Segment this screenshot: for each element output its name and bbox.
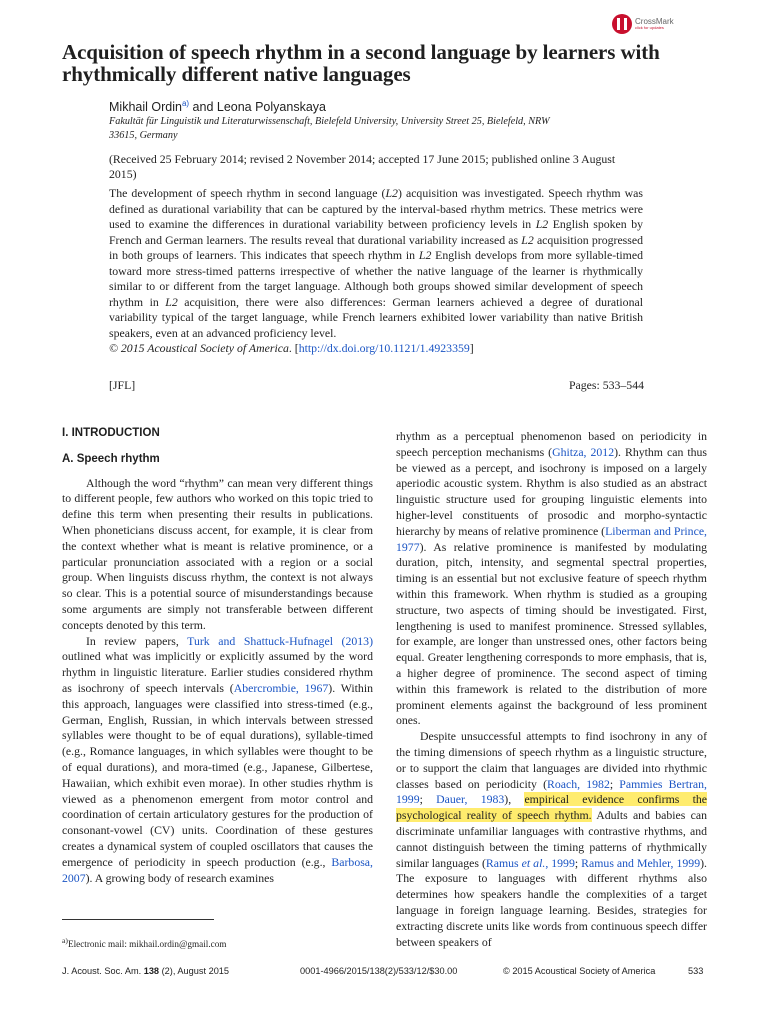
left-column — [62, 426, 373, 886]
authors — [109, 99, 326, 114]
paragraph: rhythm as a perceptual phenomenon based on periodicity in speech perception mechanisms (Ghitza, 2012). Rhythm can thus be viewed as a percept, and isochrony is imposed on a largely aperiodic acoustic system. Rhythm is also studied as an abstract linguistic structure used for grouping linguistic elements into higher-level constituents of prosodic and morpho-syntactic hierarchy by means of relative prominence (Liberman and Prince, 1977). As relative prominence is manifested by modulating duration, pitch, intensity, and segmental spectral properties, timing is an essential but not exclusive feature of speech rhythm within this framework. When rhythm is studied as a grouping structure, two aspects of timing should be investigated. First, lengthening is used to manifest prominence. Stressed syllables, for example, are longer than unstressed ones, other factors being equal. Greater lengthening corresponds to more emphasis, that is, a higher degree of prominence. The second aspect of timing within this framework is related to the distribution of more prominent elements against the background of less prominent ones. — [396, 429, 708, 728]
page-number: 533 — [688, 966, 704, 976]
doi-link[interactable]: http://dx.doi.org/10.1121/1.4923359 — [298, 341, 470, 356]
citation-link[interactable]: Pammies Bertran, 1999 — [396, 776, 707, 807]
paragraph: Despite unsuccessful attempts to find isochrony in any of the timing dimensions of speech rhythm as a linguistic structure, or to support the claim that languages are divided into rhythmic classes based on periodicity (Roach, 1982; Pammies Bertran, 1999; Dauer, 1983), empirical evidence confirms the psychological reality of speech rhythm. Adults and babies can discriminate unfamiliar languages with contrastive rhythms, and cannot distinguish between the timing patterns of rhythmically similar languages (Ramus et al., 1999; Ramus and Mehler, 1999). The exposure to languages with different rhythms also determines how speakers handle the complexities of a target language in foreign language learning. Besides, strategies for extracting discrete units like words from continuous speech differ between speakers of — [396, 729, 708, 949]
copyright-line: © 2015 Acoustical Society of America. [http://dx.doi.org/10.1121/1.4923359] — [109, 341, 474, 356]
crossmark-title: CrossMark — [635, 17, 674, 26]
crossmark-icon — [612, 14, 632, 34]
subsection-heading: A. Speech rhythm — [62, 452, 160, 465]
citation-link[interactable]: Roach, 1982 — [547, 776, 610, 791]
paragraph: In review papers, Turk and Shattuck-Hufnagel (2013) outlined what was implicitly or explicitly assumed by the word rhythm in linguistic literature. Earlier studies considered rhythm as isochrony of speech intervals (Abercrombie, 1967). Within this approach, languages were classified into stress-timed (e.g., German, English, Russian, in which intervals between stressed syllables were thought to be of equal durations), syllable-timed (e.g., Romance languages, in which syllables were thought to be of equal durations), and mora-timed (e.g., Japanese, Gilbertese, Hawaiian, which exhibit even morae). In other studies rhythm is viewed as a phenomenon emergent from motor control and coordination of certain articulatory gestures for the production of consonant-vowel (CV) units. Coordination of these gestures creates a dynamical system of coupled oscillators that causes the emergence of periodicity in speech production (e.g., Barbosa, 2007). A growing body of research examines — [62, 633, 373, 885]
footnote: $^{a)}$Electronic mail: mikhail.ordin@gmail.com — [62, 936, 227, 950]
crossmark-subtitle: click for updates — [635, 25, 664, 30]
footer-journal: J. Acoust. Soc. Am. 138 (2), August 2015 — [62, 966, 230, 976]
received-dates: (Received 25 February 2014; revised 2 November 2014; accepted 17 June 2015; published online 3 August 2015) — [109, 152, 616, 181]
citation-link[interactable]: Dauer, 1983 — [436, 792, 505, 807]
author-2: and Leona Polyanskaya — [189, 100, 326, 115]
article-title: Acquisition of speech rhythm in a second language by learners with rhythmically different native languages — [62, 40, 660, 86]
author-1: Mikhail Ordin — [109, 100, 182, 115]
crossmark-badge[interactable] — [612, 12, 674, 36]
citation-link[interactable]: Abercrombie, 1967 — [233, 680, 329, 695]
page-range: Pages: 533–544 — [568, 378, 644, 392]
footer-code: 0001-4966/2015/138(2)/533/12/$30.00 — [300, 966, 458, 976]
author-footnote-link[interactable]: a) — [181, 99, 190, 108]
citation-link[interactable]: Turk and Shattuck-Hufnagel (2013) — [187, 633, 373, 648]
abstract: The development of speech rhythm in second language (L2) acquisition was investigated. Speech rhythm was defined as durational variability that can be captured by the interval-based rhythm metrics. These metrics were used to examine the differences in durational variability between proficiency levels in L2 English spoken by French and German learners. The results reveal that durational variability increased as L2 acquisition progressed in both groups of learners. This indicates that speech rhythm in L2 English develops from more syllable-timed toward more stress-timed patterns irrespective of whether the native language of the learner is rhythmically similar to or different from the target language. Although both groups showed similar development of speech rhythm in L2 acquisition, there were also differences: German learners achieved a degree of durational variability typical of the target language, while French learners exhibited lower variability than native British speakers, even at an advanced proficiency level. © 2015 Acoustical Society of America. [http://dx.doi.org/10.1121/1.4923359] — [109, 186, 643, 356]
editor-initials: [JFL] — [109, 378, 136, 392]
footnote-divider — [62, 919, 214, 920]
right-column — [396, 429, 707, 950]
citation-link[interactable]: Ramus et al., 1999 — [485, 855, 575, 870]
citation-link[interactable]: Ramus and Mehler, 1999 — [581, 855, 701, 870]
citation-link[interactable]: Liberman and Prince, 1977 — [396, 523, 708, 554]
affiliation: Fakultät für Linguistik und Literaturwissenschaft, Bielefeld University, University Street 25, Bielefeld, NRW 33615, Germany — [109, 116, 550, 141]
citation-link[interactable]: Ghitza, 2012 — [552, 444, 615, 459]
section-heading: I. INTRODUCTION — [62, 427, 160, 439]
citation-link[interactable]: Barbosa, 2007 — [62, 854, 373, 885]
footer-copyright: © 2015 Acoustical Society of America — [503, 966, 656, 976]
highlighted-text[interactable]: empirical evidence confirms the psychological reality of speech rhythm. — [396, 792, 708, 823]
paragraph: Although the word “rhythm” can mean very different things to different people, few authors who worked on this topic tried to define this term when presenting their results in publications. When phoneticians discuss accent, for example, it is clear from the context whether what is meant is relative prominence, or a particular pronunciation associated with a region or a social group. When linguists discuss rhythm, the context is not always so clear. This is a potential source of misunderstandings because some arguments are simply not transferable between different concepts denoted by this term. — [62, 475, 373, 632]
